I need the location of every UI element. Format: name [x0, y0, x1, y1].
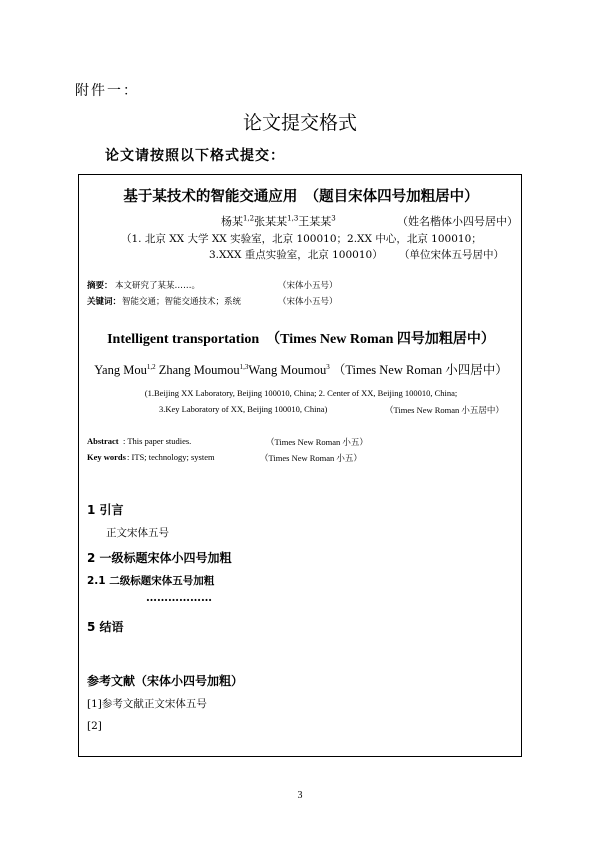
ellipsis: ……………… [146, 591, 212, 604]
en-keywords-label: Key words [87, 452, 126, 462]
cn-affiliation-line-2: 3.XXX 重点实验室，北京 100010） [209, 249, 383, 261]
reference-1: [1]参考文献正文宋体五号 [87, 698, 207, 710]
en-abstract-note: （Times New Roman 小五） [266, 437, 368, 447]
cn-author-3: 王某某 [298, 215, 332, 228]
cn-author-2-sup: 1,3 [287, 214, 299, 223]
cn-author-3-sup: 3 [331, 214, 336, 223]
page-number: 3 [297, 790, 303, 801]
en-author-2-sup: 1,3 [239, 362, 249, 371]
cn-authors [221, 213, 336, 229]
en-author-2: Zhang Moumou [158, 363, 240, 377]
cn-affiliation-line-1: （1. 北京 XX 大学 XX 实验室，北京 100010；2.XX 中心，北京 100010； [121, 233, 482, 245]
en-author-1: Yang Mou [94, 363, 147, 377]
en-paper-title: Intelligent transportation （Times New Roman 四号加粗居中） [107, 332, 495, 347]
en-authors [79, 360, 523, 378]
reference-2: [2] [87, 720, 102, 732]
section-2-1-heading: 2.1 二级标题宋体五号加粗 [87, 575, 215, 587]
page-title: 论文提交格式 [242, 112, 357, 134]
en-abstract-label: Abstract [87, 436, 119, 446]
cn-keywords-label: 关键词： [87, 297, 122, 307]
en-keywords-text: : ITS; technology; system [127, 452, 215, 462]
en-affiliation-line-2: 3.Key Laboratory of XX, Beijing 100010, China) [159, 404, 328, 414]
cn-authors-note: （姓名楷体小四号居中） [397, 215, 518, 228]
section-2-heading: 2 一级标题宋体小四号加粗 [87, 551, 232, 565]
en-author-3: Wang Moumou [248, 363, 327, 377]
cn-abstract-label: 摘要： [87, 281, 113, 291]
en-author-3-sup: 3 [326, 362, 330, 371]
section-5-heading: 5 结语 [87, 620, 124, 634]
en-abstract-text: : This paper studies. [123, 436, 192, 446]
en-affiliation-line-1: (1.Beijing XX Laboratory, Beijing 100010, China; 2. Center of XX, Beijing 100010, China; [144, 388, 458, 398]
instruction-text: 论文请按照以下格式提交： [105, 148, 285, 164]
cn-keywords-note: （宋体小五号） [278, 297, 338, 307]
cn-author-1-sup: 1,2 [243, 214, 255, 223]
section-1-heading: 1 引言 [87, 503, 124, 517]
cn-abstract-text: 本文研究了某某……。 [115, 281, 201, 291]
en-authors-note: （Times New Roman 小四居中） [332, 363, 508, 377]
body-text: 正文宋体五号 [106, 527, 169, 539]
references-heading: 参考文献（宋体小四号加粗） [87, 674, 244, 688]
cn-author-2: 张某某 [254, 215, 288, 228]
cn-author-1: 杨某 [221, 215, 243, 228]
en-affiliation-note: （Times New Roman 小五居中） [385, 405, 504, 415]
cn-affiliation-note: （单位宋体五号居中） [399, 249, 504, 261]
cn-keywords-text: 智能交通；智能交通技术；系统 [122, 297, 242, 307]
format-sample-box [78, 174, 522, 757]
en-author-1-sup: 1,2 [146, 362, 156, 371]
attachment-label: 附件一： [75, 83, 139, 99]
en-keywords-note: （Times New Roman 小五） [260, 453, 362, 463]
cn-abstract-note: （宋体小五号） [278, 281, 338, 291]
cn-paper-title: 基于某技术的智能交通应用 （题目宋体四号加粗居中） [123, 189, 479, 205]
